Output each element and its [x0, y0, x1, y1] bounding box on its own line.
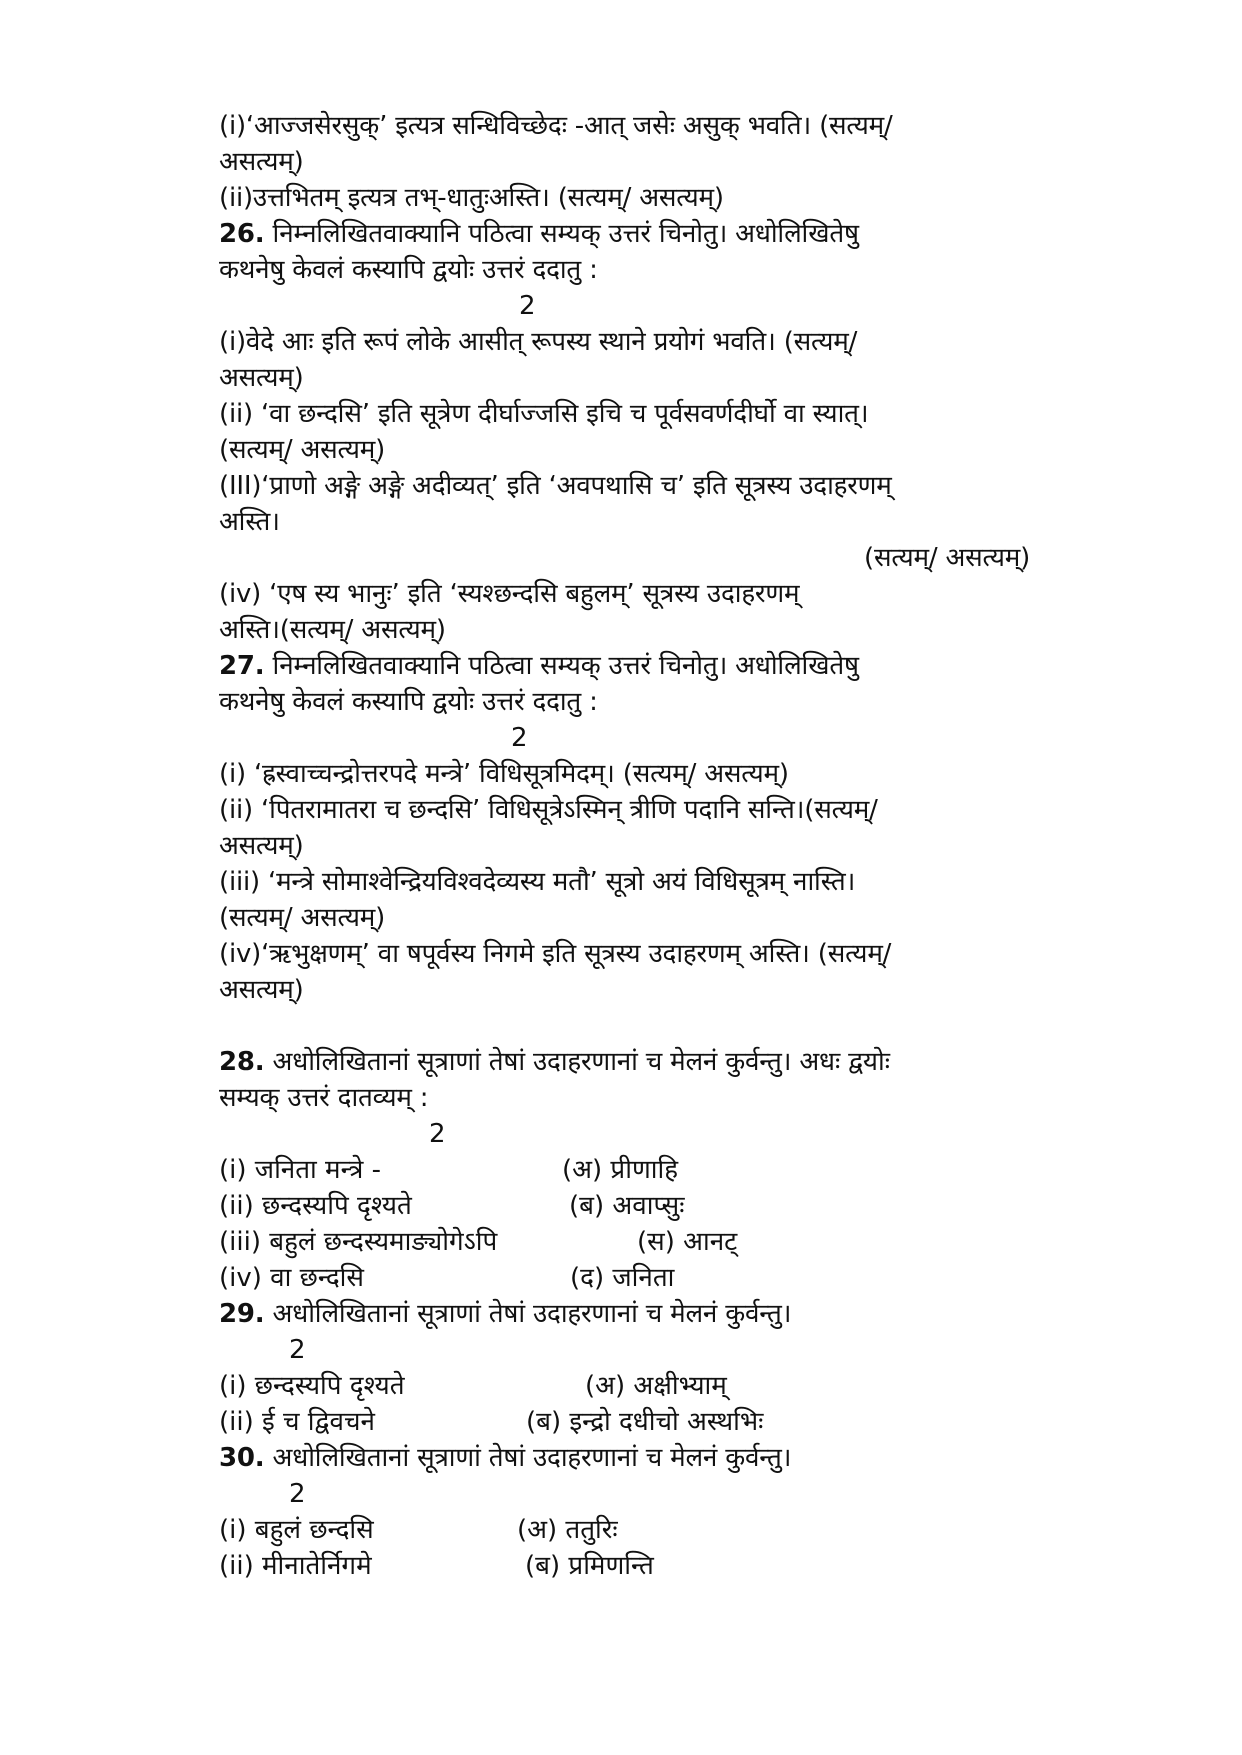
q28-instruction-text: अधोलिखितानां सूत्राणां तेषां उदाहरणानां च मेलनं कुर्वन्तु। अधः द्वयोः [272, 1047, 890, 1077]
q26-item-iii: (III)‘प्राणो अङ्गे अङ्गे अदीव्यत्’ इति ‘अवपथासि च’ इति सूत्रस्य उदाहरणम् [219, 471, 892, 501]
q26-item-i-cont: असत्यम्) [219, 363, 304, 393]
q26-instruction-text: निम्नलिखितवाक्यानि पठित्वा सम्यक् उत्तरं चिनोतु। अधोलिखितेषु [272, 219, 859, 249]
q27-item-i: (i) ‘ह्रस्वाच्चन्द्रोत्तरपदे मन्त्रे’ विधिसूत्रमिदम्। (सत्यम्/ असत्यम्) [219, 759, 789, 789]
q30-match-row [219, 1512, 1139, 1548]
q28-instruction-cont: सम्यक् उत्तरं दातव्यम् : [219, 1083, 429, 1113]
q26-instruction [219, 216, 1139, 252]
q26-number: 26. [219, 219, 265, 249]
q27-item-iv-cont: असत्यम्) [219, 975, 304, 1005]
q27-instruction [219, 648, 1139, 684]
q28-example: (स) आनट् [637, 1227, 738, 1257]
q29-number: 29. [219, 1299, 265, 1329]
q25-item-i-cont: असत्यम्) [219, 147, 304, 177]
q27-item-iii: (iii) ‘मन्त्रे सोमाश्वेन्द्रियविश्वदेव्यस्य मतौ’ सूत्रो अयं विधिसूत्रम् नास्ति। [219, 867, 856, 897]
q27-instruction-cont: कथनेषु केवलं कस्यापि द्वयोः उत्तरं ददातु : [219, 687, 598, 717]
q29-sutra: (i) छन्दस्यपि दृश्यते [219, 1371, 405, 1401]
q27-item-ii-cont: असत्यम्) [219, 831, 304, 861]
q28-instruction [219, 1044, 1139, 1080]
q26-instruction-cont: कथनेषु केवलं कस्यापि द्वयोः उत्तरं ददातु : [219, 255, 598, 285]
q27-marks: 2 [511, 723, 528, 753]
q30-instruction [219, 1440, 1139, 1476]
q30-number: 30. [219, 1443, 265, 1473]
q28-sutra: (ii) छन्दस्यपि दृश्यते [219, 1191, 412, 1221]
q30-example: (ब) प्रमिणन्ति [525, 1551, 654, 1581]
q29-instruction-text: अधोलिखितानां सूत्राणां तेषां उदाहरणानां च मेलनं कुर्वन्तु। [272, 1299, 792, 1329]
q29-match-row [219, 1404, 1139, 1440]
q25-item-ii: (ii)उत्तभितम् इत्यत्र तभ्-धातुःअस्ति। (सत्यम्/ असत्यम्) [219, 183, 724, 213]
q26-item-iii-cont: अस्ति। [219, 507, 280, 537]
q28-sutra: (iv) वा छन्दसि [219, 1263, 364, 1293]
q26-item-iv: (iv) ‘एष स्य भानुः’ इति ‘स्यश्छन्दसि बहुलम्’ सूत्रस्य उदाहरणम् [219, 579, 800, 609]
q28-sutra: (iii) बहुलं छन्दस्यमाङ्योगेऽपि [219, 1227, 498, 1257]
q28-marks: 2 [429, 1119, 446, 1149]
q25-item-i: (i)‘आज्जसेरसुक्’ इत्यत्र सन्धिविच्छेदः -आत् जसेः असुक् भवति। (सत्यम्/ [219, 111, 893, 141]
spacer [219, 1008, 1139, 1044]
q30-marks: 2 [289, 1479, 306, 1509]
q29-marks: 2 [289, 1335, 306, 1365]
q27-number: 27. [219, 651, 265, 681]
q29-example: (अ) अक्षीभ्याम् [585, 1371, 727, 1401]
q28-example: (अ) प्रीणाहि [562, 1155, 679, 1185]
q26-item-iv-cont: अस्ति।(सत्यम्/ असत्यम्) [219, 615, 446, 645]
q27-item-iv: (iv)‘ऋभुक्षणम्’ वा षपूर्वस्य निगमे इति सूत्रस्य उदाहरणम् अस्ति। (सत्यम्/ [219, 939, 892, 969]
q30-example: (अ) ततुरिः [517, 1515, 618, 1545]
q28-match-row [219, 1188, 1139, 1224]
q29-instruction [219, 1296, 1139, 1332]
q29-example: (ब) इन्द्रो दधीचो अस्थभिः [526, 1407, 764, 1437]
q26-item-iii-answer: (सत्यम्/ असत्यम्) [864, 543, 1031, 573]
q26-item-ii: (ii) ‘वा छन्दसि’ इति सूत्रेण दीर्घाज्जसि इचि च पूर्वसवर्णदीर्घो वा स्यात्। [219, 399, 869, 429]
q27-item-ii: (ii) ‘पितरामातरा च छन्दसि’ विधिसूत्रेऽस्मिन् त्रीणि पदानि सन्ति।(सत्यम्/ [219, 795, 878, 825]
worksheet-page [219, 108, 1139, 1584]
q30-sutra: (i) बहुलं छन्दसि [219, 1515, 374, 1545]
q30-sutra: (ii) मीनातेर्निगमे [219, 1551, 372, 1581]
q29-match-row [219, 1368, 1139, 1404]
q26-item-i: (i)वेदे आः इति रूपं लोके आसीत् रूपस्य स्थाने प्रयोगं भवति। (सत्यम्/ [219, 327, 858, 357]
q28-number: 28. [219, 1047, 265, 1077]
q28-match-row [219, 1224, 1139, 1260]
q27-instruction-text: निम्नलिखितवाक्यानि पठित्वा सम्यक् उत्तरं चिनोतु। अधोलिखितेषु [272, 651, 859, 681]
q29-sutra: (ii) ई च द्विवचने [219, 1407, 375, 1437]
q28-match-row [219, 1152, 1139, 1188]
q28-example: (द) जनिता [570, 1263, 675, 1293]
q26-item-ii-cont: (सत्यम्/ असत्यम्) [219, 435, 386, 465]
q28-sutra: (i) जनिता मन्त्रे - [219, 1155, 382, 1185]
q30-instruction-text: अधोलिखितानां सूत्राणां तेषां उदाहरणानां च मेलनं कुर्वन्तु। [272, 1443, 792, 1473]
q28-example: (ब) अवाप्सुः [569, 1191, 685, 1221]
q28-match-row [219, 1260, 1139, 1296]
q30-match-row [219, 1548, 1139, 1584]
q26-marks: 2 [519, 291, 536, 321]
q27-item-iii-cont: (सत्यम्/ असत्यम्) [219, 903, 386, 933]
